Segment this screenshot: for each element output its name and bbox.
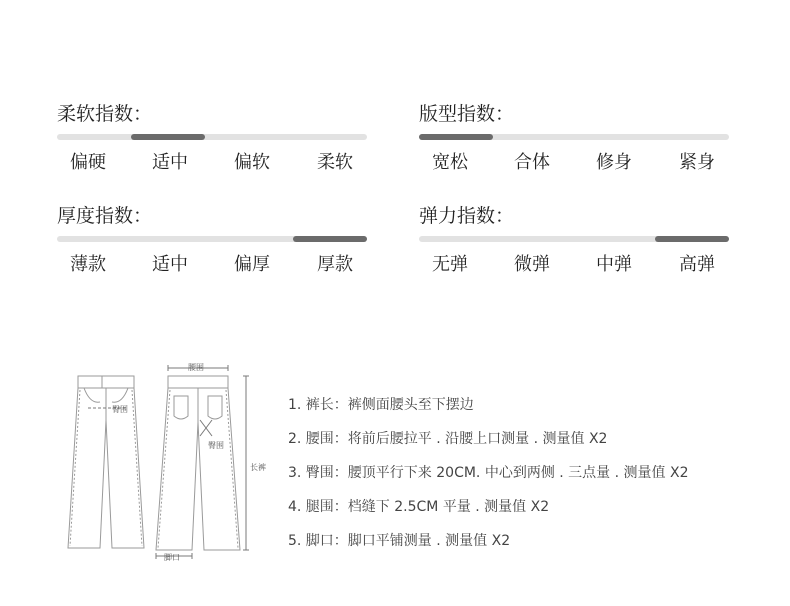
- thickness-index-track: [57, 236, 367, 242]
- softness-index-labels: [57, 148, 367, 174]
- measurement-item-thigh: 4. 腿围：档缝下 2.5CM 平量 . 测量值 X2: [288, 499, 550, 515]
- elasticity-label-3: 中弹: [596, 254, 632, 275]
- pants-diagram-svg: [60, 360, 275, 565]
- fit-index-labels: [419, 148, 729, 174]
- measurement-item-hem: 5. 脚口：脚口平铺测量 . 测量值 X2: [288, 533, 511, 549]
- elasticity-index-title: 弹力指数：: [419, 205, 515, 227]
- elasticity-index: [419, 204, 729, 275]
- fit-index: [419, 102, 729, 173]
- elasticity-label-4: 高弹: [679, 254, 715, 275]
- elasticity-index-track: [419, 236, 729, 242]
- waist-label: 腰围: [188, 363, 204, 372]
- measurement-item-waist: 2. 腰围：将前后腰拉平 . 沿腰上口测量 . 测量值 X2: [288, 431, 608, 447]
- thickness-label-1: 薄款: [70, 254, 106, 275]
- thickness-label-4: 厚款: [317, 254, 353, 275]
- pants-back-drawing: [156, 376, 240, 550]
- thickness-index: [57, 204, 367, 275]
- fit-label-3: 修身: [596, 152, 632, 173]
- softness-label-4: 柔软: [317, 152, 353, 173]
- thickness-label-2: 适中: [152, 254, 188, 275]
- measurement-guides: [88, 365, 249, 559]
- fit-label-1: 宽松: [432, 152, 468, 173]
- pants-measurement-diagram: [60, 360, 275, 565]
- thickness-index-indicator: [293, 236, 367, 242]
- fit-index-title: 版型指数：: [419, 103, 515, 125]
- softness-index: [57, 102, 367, 173]
- elasticity-index-labels: [419, 250, 729, 276]
- softness-label-2: 适中: [152, 152, 188, 173]
- measurement-item-length: 1. 裤长：裤侧面腰头至下摆边: [288, 397, 474, 413]
- pants-front-drawing: [68, 376, 144, 548]
- softness-label-3: 偏软: [234, 152, 270, 173]
- hem-label: 脚口: [164, 553, 180, 562]
- thickness-label-3: 偏厚: [234, 254, 270, 275]
- softness-index-indicator: [131, 134, 205, 140]
- softness-label-1: 偏硬: [70, 152, 106, 173]
- hip-label: 臀围: [208, 441, 224, 450]
- measurement-item-hip: 3. 臀围：腰顶平行下来 20CM. 中心到两侧 . 三点量 . 测量值 X2: [288, 465, 689, 481]
- fit-label-2: 合体: [514, 152, 550, 173]
- fit-label-4: 紧身: [679, 152, 715, 173]
- thickness-index-labels: [57, 250, 367, 276]
- thickness-index-title: 厚度指数：: [57, 205, 153, 227]
- thigh-label: 臀围: [112, 405, 128, 414]
- length-label: 长裤: [250, 463, 266, 472]
- elasticity-label-1: 无弹: [432, 254, 468, 275]
- softness-index-title: 柔软指数：: [57, 103, 153, 125]
- measurement-instructions: [288, 388, 768, 558]
- fit-index-track: [419, 134, 729, 140]
- elasticity-label-2: 微弹: [514, 254, 550, 275]
- fit-index-indicator: [419, 134, 493, 140]
- softness-index-track: [57, 134, 367, 140]
- elasticity-index-indicator: [655, 236, 729, 242]
